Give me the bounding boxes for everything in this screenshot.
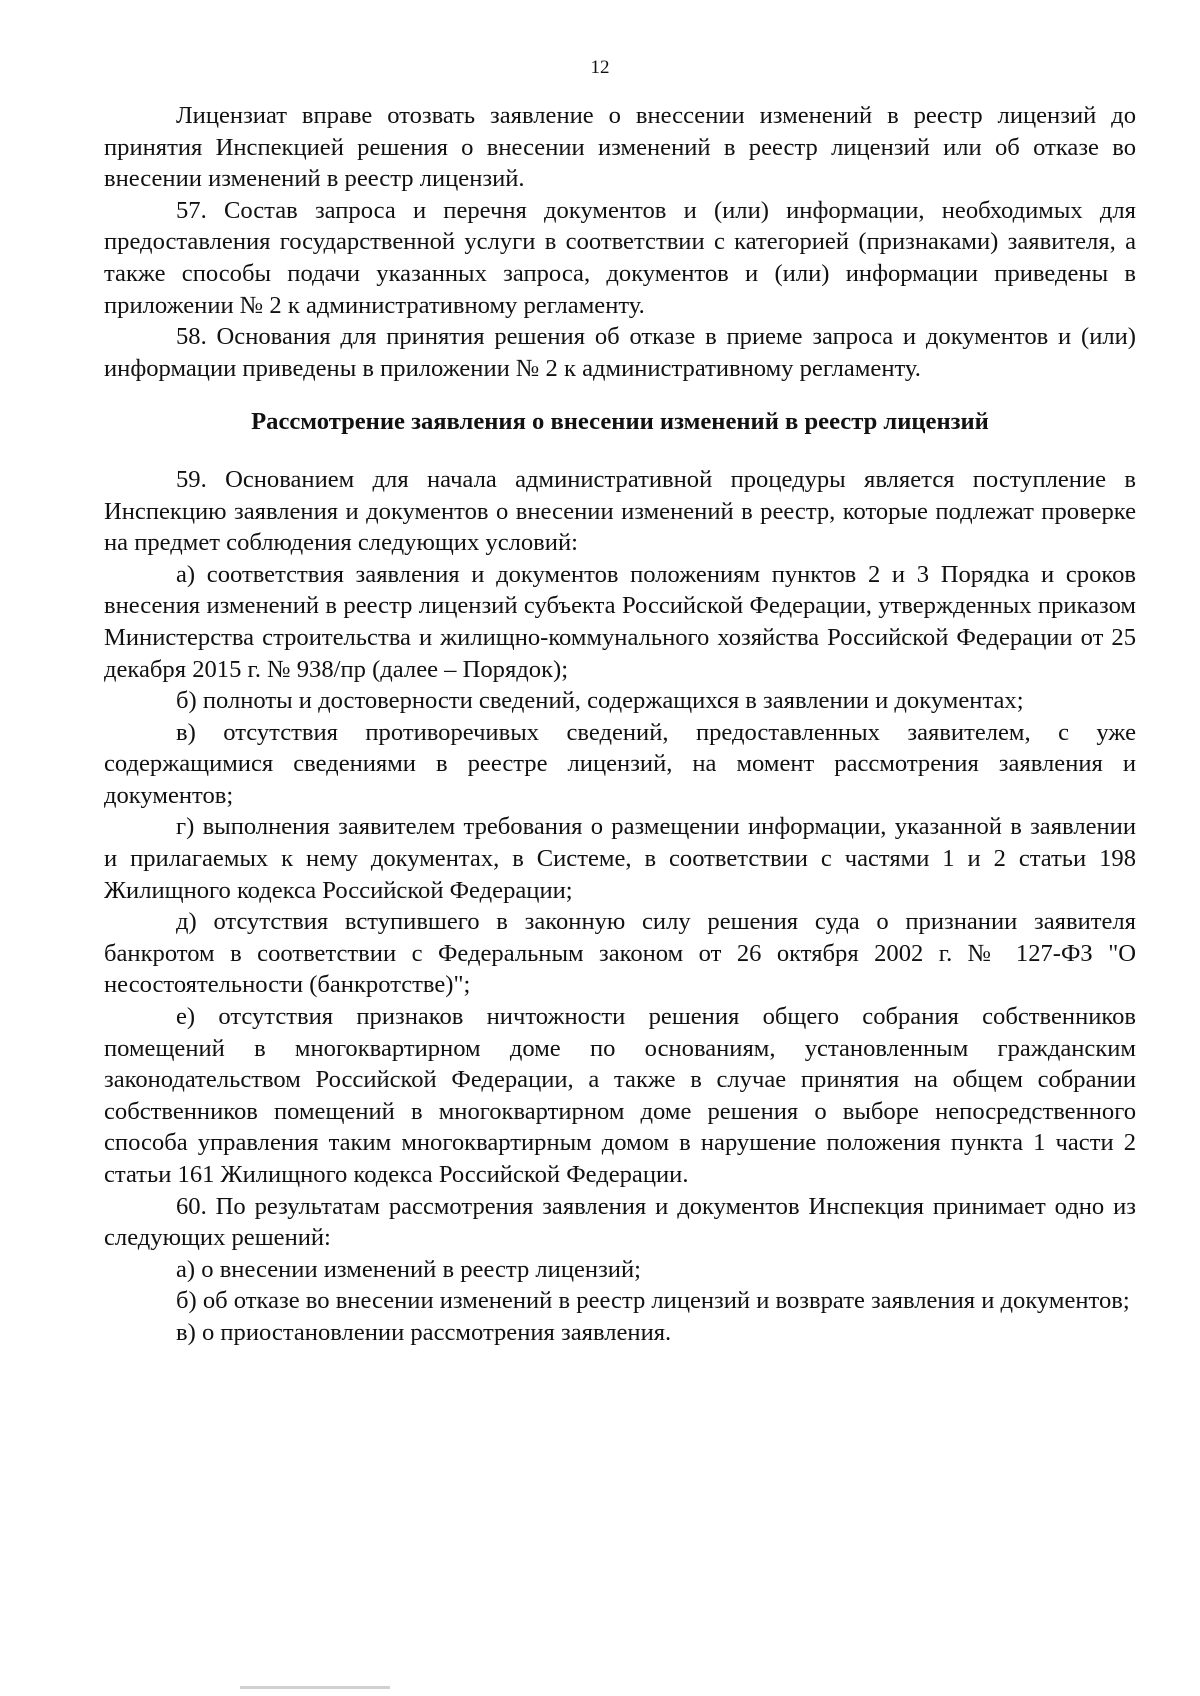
- condition-a: а) соответствия заявления и документов положениям пунктов 2 и 3 Порядка и сроков внесения изменений в реестр лицензий субъекта Российской Федерации, утвержденных приказом Министерства строительства и жилищно-коммунального хозяйства Российской Федерации от 25 декабря 2015 г. № 938/пр (далее – Порядок);: [104, 560, 1136, 683]
- condition-b: б) полноты и достоверности сведений, содержащихся в заявлении и документах;: [176, 687, 1024, 715]
- decision-v: в) о приостановлении рассмотрения заявления.: [176, 1318, 672, 1346]
- document-body: [104, 100, 1136, 1349]
- paragraph-58: 58. Основания для принятия решения об отказе в приеме запроса и документов и (или) информации приведены в приложении № 2 к административному регламенту.: [104, 323, 1136, 382]
- condition-v: в) отсутствия противоречивых сведений, предоставленных заявителем, с уже содержащимися сведениями в реестре лицензий, на момент рассмотрения заявления и документов;: [104, 718, 1136, 809]
- decision-b: б) об отказе во внесении изменений в реестр лицензий и возврате заявления и документов;: [176, 1287, 1130, 1315]
- paragraph-license-withdrawal: Лицензиат вправе отозвать заявление о внессении изменений в реестр лицензий до принятия Инспекцией решения о внесении изменений в реестр лицензий или об отказе во внесении изменений в реестр лицензий.: [104, 102, 1136, 193]
- condition-e: е) отсутствия признаков ничтожности решения общего собрания собственников помещений в многоквартирном доме по основаниям, установленным гражданским законодательством Российской Федерации, а также в случае принятия на общем собрании собственников помещений в многоквартирном доме решения о выборе непосредственного способа управления таким многоквартирным домом в нарушение положения пункта 1 части 2 статьи 161 Жилищного кодекса Российской Федерации.: [104, 1003, 1136, 1188]
- paragraph-57: 57. Состав запроса и перечня документов и (или) информации, необходимых для предоставления государственной услуги в соответствии с категорией (признаками) заявителя, а также способы подачи указанных запроса, документов и (или) информации приведены в приложении № 2 к административному регламенту.: [104, 196, 1136, 319]
- section-heading: Рассмотрение заявления о внесении изменений в реестр лицензий: [251, 408, 989, 436]
- condition-g: г) выполнения заявителем требования о размещении информации, указанной в заявлении и прилагаемых к нему документах, в Системе, в соответствии с частями 1 и 2 статьи 198 Жилищного кодекса Российской Федерации;: [104, 813, 1136, 904]
- paragraph-60: 60. По результатам рассмотрения заявления и документов Инспекция принимает одно из следующих решений:: [104, 1192, 1136, 1252]
- page-number: 12: [590, 57, 610, 78]
- scan-artifact: [240, 1686, 390, 1689]
- condition-d: д) отсутствия вступившего в законную силу решения суда о признании заявителя банкротом в соответствии с Федеральным законом от 26 октября 2002 г. № 127-ФЗ "О несостоятельности (банкротстве)";: [104, 908, 1136, 999]
- paragraph-59: 59. Основанием для начала административной процедуры является поступление в Инспекцию заявления и документов о внесении изменений в реестр, которые подлежат проверке на предмет соблюдения следующих условий:: [104, 465, 1136, 557]
- decision-a: а) о внесении изменений в реестр лицензий;: [176, 1255, 641, 1283]
